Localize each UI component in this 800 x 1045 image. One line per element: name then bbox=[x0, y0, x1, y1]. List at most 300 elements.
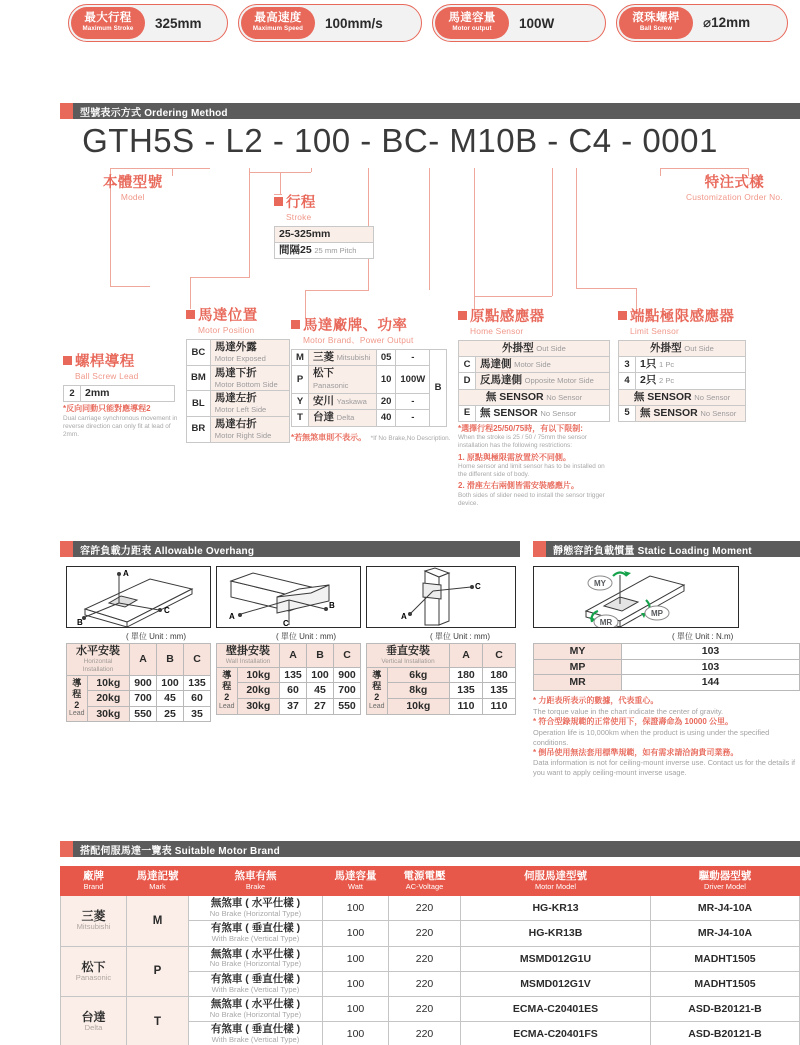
table-title-cell bbox=[67, 644, 130, 676]
home-sensor-note-1-en: Home sensor and limit sensor has to be installed on the different side of body. bbox=[458, 462, 605, 479]
moment-diagram bbox=[533, 566, 739, 628]
table-row bbox=[459, 357, 610, 373]
table-row bbox=[275, 243, 374, 259]
section-header-ordering-method bbox=[60, 103, 800, 119]
table-row bbox=[187, 416, 290, 442]
watt-cell: 100 bbox=[323, 896, 389, 921]
stroke-pitch-cn: 間隔25 bbox=[279, 244, 312, 257]
motor-position-desc bbox=[210, 391, 289, 417]
desc-en: 2 Pc bbox=[658, 376, 675, 386]
cell-value: 100 bbox=[157, 675, 184, 691]
desc-cn: 馬達左折 bbox=[214, 392, 257, 405]
stroke-table bbox=[274, 226, 374, 259]
brand-cn: 松下 bbox=[312, 367, 334, 380]
suitable-motor-brand-table bbox=[60, 866, 800, 1045]
header-cn: 電源電壓 bbox=[403, 870, 446, 882]
header-cn: 廠牌 bbox=[83, 870, 104, 882]
group-en: Out Side bbox=[684, 344, 714, 354]
spec-pill-badge bbox=[71, 7, 145, 39]
table-row bbox=[534, 644, 800, 660]
row-weight: 30kg bbox=[237, 699, 279, 715]
watt-cell: 100 bbox=[323, 971, 389, 996]
lead-label-en: Lead bbox=[219, 702, 235, 710]
brand-name bbox=[308, 366, 376, 394]
table-title-cn: 垂直安裝 bbox=[386, 645, 430, 657]
driver-model-cell: ASD-B20121-B bbox=[651, 997, 800, 1022]
table-row bbox=[217, 644, 361, 668]
lead-label-cell bbox=[217, 667, 238, 714]
motor-model-cell: ECMA-C20401FS bbox=[461, 1022, 651, 1045]
table-row bbox=[367, 683, 516, 699]
section-header-text bbox=[73, 104, 228, 119]
home-sensor-note-title-cn: *選擇行程25/50/75時，有以下限制: bbox=[458, 423, 583, 433]
option-title-en: Motor Brand、Power Output bbox=[303, 335, 414, 346]
spec-pill-badge bbox=[241, 7, 315, 39]
option-title-en: Model bbox=[120, 192, 145, 203]
table-row bbox=[67, 644, 211, 676]
table-title-en: Wall Installation bbox=[225, 658, 271, 666]
moment-value: 144 bbox=[622, 675, 800, 691]
brake-cell bbox=[189, 997, 323, 1022]
unit-label-moment: ( 單位 Unit : N.m) bbox=[672, 632, 734, 641]
table-row bbox=[459, 389, 610, 405]
option-block-model bbox=[103, 176, 163, 203]
connector-line bbox=[172, 168, 173, 176]
column-header-c: C bbox=[334, 644, 361, 668]
table-row bbox=[292, 394, 447, 410]
motor-position-desc bbox=[210, 340, 289, 366]
stroke-pitch-cell bbox=[275, 243, 374, 259]
home-sensor-desc bbox=[476, 373, 610, 389]
table-header-row bbox=[61, 867, 800, 896]
motor-position-desc bbox=[210, 365, 289, 391]
brand-en: Mitsubishi bbox=[76, 922, 111, 932]
home-sensor-code: E bbox=[459, 405, 476, 421]
option-block-customization bbox=[686, 176, 783, 203]
table-row bbox=[619, 357, 746, 373]
option-title bbox=[274, 196, 374, 211]
cell-value: 180 bbox=[483, 667, 516, 683]
option-title-en: Stroke bbox=[286, 212, 312, 223]
lead-label-cn: 導程 2 bbox=[372, 670, 382, 702]
connector-line bbox=[311, 168, 312, 172]
group-cn: 無 SENSOR bbox=[633, 390, 692, 403]
stroke-range-cell bbox=[275, 227, 374, 243]
cell-value: 60 bbox=[280, 683, 307, 699]
power-value: - bbox=[396, 350, 430, 366]
cell-value: 37 bbox=[280, 699, 307, 715]
table-title-cn: 壁掛安裝 bbox=[226, 645, 270, 657]
brand-cn: 台達 bbox=[312, 411, 334, 424]
connector-line bbox=[474, 168, 475, 300]
column-header-voltage bbox=[389, 867, 461, 896]
power-code: 40 bbox=[376, 410, 396, 426]
moment-note-2-cn: * 符合型錄規範的正常使用下，保證壽命為 10000 公里。 bbox=[533, 716, 734, 726]
moment-axis-label: MR bbox=[534, 675, 622, 691]
column-header-a: A bbox=[130, 644, 157, 676]
option-block-stroke bbox=[274, 196, 374, 259]
connector-line bbox=[190, 277, 250, 278]
brand-en: Yaskawa bbox=[336, 397, 367, 407]
brand-name bbox=[308, 394, 376, 410]
power-code: 20 bbox=[376, 394, 396, 410]
lead-label bbox=[81, 386, 175, 402]
moment-value: 103 bbox=[622, 644, 800, 660]
limit-sensor-group-1 bbox=[619, 341, 746, 357]
option-title bbox=[291, 319, 451, 334]
lead-label-text: 2mm bbox=[85, 387, 110, 400]
header-en: Motor Model bbox=[534, 881, 577, 891]
header-cn: 煞車有無 bbox=[234, 870, 277, 882]
cell-value: 135 bbox=[184, 675, 211, 691]
brand-en: Panasonic bbox=[312, 381, 349, 391]
home-sensor-note-1-cn: 1. 原點與極限需放置於不同側。 bbox=[458, 452, 571, 462]
option-title-cn: 螺桿導程 bbox=[75, 354, 135, 370]
brand-name-cell bbox=[61, 896, 127, 947]
header-cn: 馬達記號 bbox=[136, 870, 179, 882]
cell-value: 110 bbox=[450, 699, 483, 715]
moment-axis-label: MY bbox=[534, 644, 622, 660]
bullet-square-icon bbox=[274, 197, 283, 206]
option-block-motor-brand-power bbox=[291, 319, 451, 445]
header-cn: 伺服馬達型號 bbox=[524, 870, 587, 882]
section-title-cn: 搭配伺服馬達一覽表 bbox=[80, 845, 172, 857]
motor-model-cell: MSMD012G1U bbox=[461, 946, 651, 971]
spec-pill-value: 100W bbox=[519, 15, 555, 31]
row-weight: 6kg bbox=[387, 667, 449, 683]
table-row bbox=[187, 391, 290, 417]
desc-cn: 馬達右折 bbox=[214, 417, 257, 430]
lead-note-en: Dual carriage synchronous movement in reverse direction can only fit at lead of 2mm. bbox=[63, 414, 178, 439]
section-title-en: Suitable Motor Brand bbox=[174, 845, 280, 857]
option-title-en: Motor Position bbox=[198, 325, 255, 336]
desc-cn: 2只 bbox=[640, 374, 657, 387]
desc-cn: 馬達下折 bbox=[214, 366, 257, 379]
desc-en: Motor Left Side bbox=[214, 405, 267, 415]
group-en: Out Side bbox=[536, 344, 566, 354]
cell-value: 135 bbox=[450, 683, 483, 699]
home-sensor-note-2-cn: 2. 滑座左右兩側皆需安裝感應片。 bbox=[458, 481, 579, 491]
option-title-cn: 馬達位置 bbox=[198, 308, 258, 324]
svg-text:MP: MP bbox=[651, 609, 663, 618]
desc-cn: 馬達外露 bbox=[214, 341, 257, 354]
motor-position-table bbox=[186, 339, 290, 442]
row-weight: 30kg bbox=[87, 706, 129, 722]
cell-value: 700 bbox=[334, 683, 361, 699]
brake-en: With Brake (Vertical Type) bbox=[211, 984, 300, 994]
motor-position-code: BR bbox=[187, 416, 211, 442]
cell-value: 60 bbox=[184, 691, 211, 707]
table-row bbox=[292, 350, 447, 366]
section-title-en: Static Loading Moment bbox=[637, 545, 752, 557]
spec-pill-label-cn: 最大行程 bbox=[84, 12, 132, 25]
svg-text:C: C bbox=[283, 619, 289, 627]
connector-line bbox=[110, 286, 150, 287]
option-title-cn: 原點感應器 bbox=[470, 309, 545, 325]
watt-cell: 100 bbox=[323, 921, 389, 946]
moment-note-2-en: Operation life is 10,000km when the product is using under the specified conditions. bbox=[533, 727, 770, 747]
limit-sensor-desc bbox=[636, 357, 746, 373]
moment-axis-label: MP bbox=[534, 659, 622, 675]
vertical-installation-illustration bbox=[367, 567, 515, 627]
group-en: No Sensor bbox=[546, 392, 583, 402]
home-sensor-group-2 bbox=[459, 389, 610, 405]
cell-value: 45 bbox=[307, 683, 334, 699]
brake-cn: 無煞車 ( 水平仕樣 ) bbox=[210, 897, 301, 910]
table-row bbox=[459, 341, 610, 357]
option-title-en: Home Sensor bbox=[470, 326, 524, 337]
svg-text:MY: MY bbox=[594, 579, 606, 588]
option-title-cn: 行程 bbox=[286, 195, 316, 211]
header-en: AC-Voltage bbox=[405, 881, 444, 891]
lead-label-cell bbox=[67, 675, 88, 722]
watt-cell: 100 bbox=[323, 946, 389, 971]
connector-line bbox=[474, 296, 552, 297]
header-en: Driver Model bbox=[704, 881, 746, 891]
spec-pill-motor-output bbox=[432, 4, 606, 42]
row-weight: 20kg bbox=[237, 683, 279, 699]
voltage-cell: 220 bbox=[389, 921, 461, 946]
lead-label-en: Lead bbox=[69, 710, 85, 718]
brake-cell bbox=[189, 921, 323, 946]
overhang-diagram-vertical bbox=[366, 566, 516, 628]
group-en: No Sensor bbox=[694, 392, 731, 402]
connector-line bbox=[576, 168, 577, 288]
horizontal-installation-illustration bbox=[67, 567, 210, 627]
cell-value: 35 bbox=[184, 706, 211, 722]
header-cn: 驅動器型號 bbox=[698, 870, 752, 882]
cell-value: 27 bbox=[307, 699, 334, 715]
section-title-cn: 型號表示方式 bbox=[80, 107, 142, 119]
brand-code: M bbox=[292, 350, 309, 366]
connector-line bbox=[660, 168, 748, 169]
brake-en: With Brake (Vertical Type) bbox=[211, 1035, 300, 1045]
cell-value: 550 bbox=[334, 699, 361, 715]
table-title-cell bbox=[217, 644, 280, 668]
brand-code: P bbox=[292, 366, 309, 394]
spec-pill-value: 325mm bbox=[155, 15, 202, 31]
row-weight: 10kg bbox=[87, 675, 129, 691]
driver-model-cell: MR-J4-10A bbox=[651, 896, 800, 921]
table-row bbox=[292, 410, 447, 426]
driver-model-cell: MADHT1505 bbox=[651, 946, 800, 971]
table-row bbox=[61, 946, 800, 971]
section-title-cn: 容許負載力距表 bbox=[80, 545, 152, 557]
table-row bbox=[459, 405, 610, 421]
connector-line bbox=[110, 168, 210, 169]
overhang-table-vertical bbox=[366, 643, 516, 715]
connector-line bbox=[660, 168, 661, 176]
header-cn: 馬達容量 bbox=[334, 870, 377, 882]
driver-model-cell: ASD-B20121-B bbox=[651, 1022, 800, 1045]
cell-value: 900 bbox=[334, 667, 361, 683]
section-tick-icon bbox=[533, 541, 546, 557]
lead-note-cn: *反向同動只能對應導程2 bbox=[63, 404, 151, 414]
brake-cn: 有煞車 ( 垂直仕樣 ) bbox=[210, 972, 301, 985]
lead-label-cell bbox=[367, 667, 388, 714]
row-weight: 10kg bbox=[387, 699, 449, 715]
header-en: Brake bbox=[245, 881, 266, 891]
section-header-suitable-motor-brand bbox=[60, 841, 800, 857]
table-row bbox=[619, 341, 746, 357]
option-title bbox=[63, 355, 185, 370]
brand-code: Y bbox=[292, 394, 309, 410]
connector-line bbox=[274, 194, 282, 195]
brand-code: T bbox=[292, 410, 309, 426]
driver-model-cell: MADHT1505 bbox=[651, 971, 800, 996]
moment-note-1-en: The torque value in the chart indicate the center of gravity. bbox=[533, 706, 724, 716]
brand-en: Mitsubishi bbox=[336, 353, 371, 363]
brake-en: With Brake (Vertical Type) bbox=[211, 934, 300, 944]
option-title-cn: 端點極限感應器 bbox=[630, 309, 735, 325]
table-row bbox=[217, 699, 361, 715]
spec-pill-label-en: Maximum Speed bbox=[252, 25, 304, 33]
brand-note-cn: *若無煞車則不表示。 bbox=[291, 432, 367, 442]
spec-pill-label-en: Motor output bbox=[452, 25, 492, 33]
connector-line bbox=[429, 168, 430, 290]
section-tick-icon bbox=[60, 103, 73, 119]
table-row bbox=[459, 373, 610, 389]
spec-pill-row bbox=[60, 4, 800, 46]
brand-cn: 松下 bbox=[81, 959, 106, 974]
cell-value: 25 bbox=[157, 706, 184, 722]
wall-installation-illustration bbox=[217, 567, 360, 627]
motor-position-code: BL bbox=[187, 391, 211, 417]
table-row bbox=[217, 683, 361, 699]
brand-mark-cell: M bbox=[127, 896, 189, 947]
desc-en: Opposite Motor Side bbox=[524, 376, 594, 386]
motor-model-cell: MSMD012G1V bbox=[461, 971, 651, 996]
column-header-a: A bbox=[280, 644, 307, 668]
table-title-en: Horizontal Installation bbox=[82, 658, 114, 673]
connector-line bbox=[305, 290, 369, 291]
brake-en: No Brake (Horizontal Type) bbox=[209, 959, 302, 969]
brake-code: B bbox=[430, 350, 447, 426]
header-en: Brand bbox=[83, 881, 104, 891]
motor-brand-power-table bbox=[291, 349, 447, 426]
connector-line bbox=[576, 288, 636, 289]
section-header-text bbox=[73, 842, 280, 857]
desc-cn: 無 SENSOR bbox=[640, 406, 698, 419]
section-title-en: Allowable Overhang bbox=[154, 545, 255, 557]
limit-sensor-code: 3 bbox=[619, 357, 636, 373]
column-header-brand bbox=[61, 867, 127, 896]
column-header-watt bbox=[323, 867, 389, 896]
svg-text:A: A bbox=[123, 569, 129, 578]
motor-position-desc bbox=[210, 416, 289, 442]
table-row bbox=[61, 997, 800, 1022]
brake-cn: 有煞車 ( 垂直仕樣 ) bbox=[210, 922, 301, 935]
desc-en: No Sensor bbox=[700, 408, 737, 418]
column-header-c: C bbox=[483, 644, 516, 668]
bullet-square-icon bbox=[291, 320, 300, 329]
brand-mark-cell: T bbox=[127, 997, 189, 1045]
option-block-ball-screw-lead bbox=[63, 355, 185, 439]
option-title-en: Customization Order No. bbox=[686, 192, 783, 203]
column-header-mark bbox=[127, 867, 189, 896]
connector-line bbox=[305, 290, 306, 319]
column-header-brake bbox=[189, 867, 323, 896]
cell-value: 700 bbox=[130, 691, 157, 707]
brand-cn: 三菱 bbox=[81, 909, 106, 924]
moment-note-1-cn: * 力距表所表示的數據，代表重心。 bbox=[533, 696, 659, 705]
group-cn: 外掛型 bbox=[502, 342, 534, 355]
cell-value: 550 bbox=[130, 706, 157, 722]
motor-position-code: BM bbox=[187, 365, 211, 391]
desc-en: Motor Exposed bbox=[214, 354, 266, 364]
limit-sensor-desc bbox=[636, 373, 746, 389]
section-title-cn: 靜態容許負載慣量 bbox=[553, 545, 635, 557]
unit-label-vertical: ( 單位 Unit : mm) bbox=[430, 632, 490, 641]
overhang-diagram-wall bbox=[216, 566, 361, 628]
connector-line bbox=[474, 296, 475, 310]
model-code: GTH5S - L2 - 100 - BC- M10B - C4 - 0001 bbox=[82, 122, 718, 159]
bullet-square-icon bbox=[458, 311, 467, 320]
limit-sensor-code: 5 bbox=[619, 405, 636, 421]
brand-note-en: *If No Brake,No Description. bbox=[370, 434, 451, 442]
brake-en: No Brake (Horizontal Type) bbox=[209, 908, 302, 918]
option-title-en: Limit Sensor bbox=[630, 326, 679, 337]
brake-cn: 無煞車 ( 水平仕樣 ) bbox=[210, 947, 301, 960]
limit-sensor-table bbox=[618, 340, 746, 422]
svg-text:C: C bbox=[164, 606, 170, 615]
stroke-range: 25-325mm bbox=[279, 228, 331, 241]
limit-sensor-desc bbox=[636, 405, 746, 421]
connector-line bbox=[636, 288, 637, 310]
header-en: Watt bbox=[348, 881, 363, 891]
brake-cell bbox=[189, 946, 323, 971]
brand-name-cell bbox=[61, 946, 127, 997]
table-row bbox=[187, 340, 290, 366]
table-title-cn: 水平安裝 bbox=[76, 645, 120, 657]
brand-name bbox=[308, 350, 376, 366]
row-weight: 20kg bbox=[87, 691, 129, 707]
section-header-text bbox=[546, 542, 752, 557]
home-sensor-note-title-en: When the stroke is 25 / 50 / 75mm the sensor installation has the following restrictions: bbox=[458, 434, 587, 450]
section-header-allowable-overhang bbox=[60, 541, 520, 557]
brand-en: Delta bbox=[84, 1023, 103, 1033]
overhang-diagram-horizontal bbox=[66, 566, 211, 628]
row-weight: 8kg bbox=[387, 683, 449, 699]
cell-value: 110 bbox=[483, 699, 516, 715]
cell-value: 45 bbox=[157, 691, 184, 707]
connector-line bbox=[280, 172, 281, 194]
column-header-b: B bbox=[157, 644, 184, 676]
column-header-a: A bbox=[450, 644, 483, 668]
motor-position-code: BC bbox=[187, 340, 211, 366]
desc-cn: 反馬達側 bbox=[480, 374, 522, 387]
unit-label-wall: ( 單位 Unit : mm) bbox=[276, 632, 336, 641]
connector-line bbox=[552, 168, 553, 296]
table-row bbox=[67, 691, 211, 707]
table-row bbox=[619, 405, 746, 421]
home-sensor-code: C bbox=[459, 357, 476, 373]
spec-pill-label-cn: 馬達容量 bbox=[448, 12, 496, 25]
column-header-motor-model bbox=[461, 867, 651, 896]
table-row bbox=[67, 706, 211, 722]
svg-text:MR: MR bbox=[599, 618, 613, 627]
option-block-home-sensor bbox=[458, 310, 612, 508]
brand-en: Panasonic bbox=[75, 972, 112, 982]
group-cn: 無 SENSOR bbox=[485, 390, 544, 403]
column-header-c: C bbox=[184, 644, 211, 676]
voltage-cell: 220 bbox=[389, 997, 461, 1022]
option-title-cn: 特注式樣 bbox=[704, 175, 765, 191]
brake-cn: 無煞車 ( 水平仕樣 ) bbox=[210, 998, 301, 1011]
brand-cn: 台達 bbox=[81, 1010, 106, 1025]
cell-value: 180 bbox=[450, 667, 483, 683]
voltage-cell: 220 bbox=[389, 896, 461, 921]
